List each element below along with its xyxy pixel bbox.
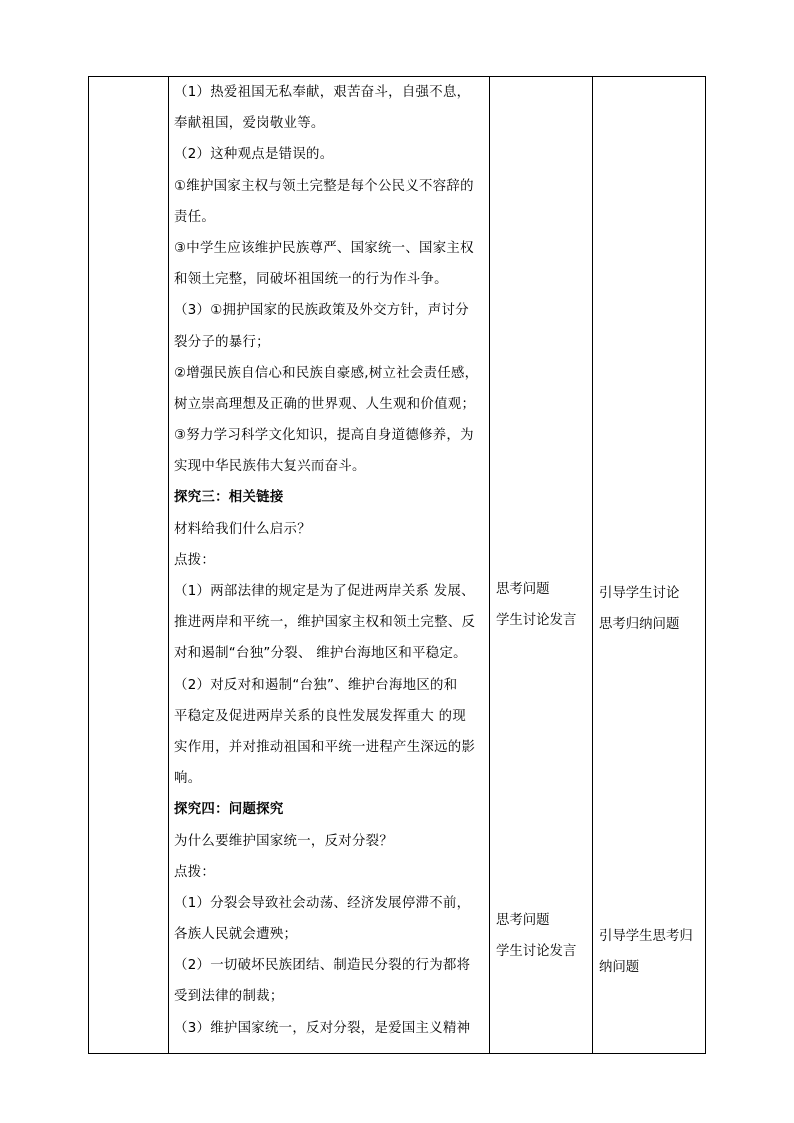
student-activity-line: 学生讨论发言 (496, 613, 577, 628)
teacher-activity-line: 引导学生讨论 (599, 586, 680, 601)
content-line: 受到法律的制裁； (174, 989, 284, 1005)
content-line: （1）两部法律的规定是为了促进两岸关系 发展、 (174, 584, 475, 599)
teacher-activity-cell-1 (599, 578, 679, 640)
content-line: 点拨： (174, 864, 216, 880)
content-line: 对和遏制“台独”分裂、 维护台海地区和平稳定。 (174, 646, 467, 662)
content-line: 实作用，并对推动祖国和平统一进程产生深远的影 (174, 739, 476, 755)
content-line: （2）对反对和遏制“台独”、维护台海地区的和 (174, 677, 458, 693)
student-activity-line: 学生讨论发言 (496, 944, 577, 959)
column-divider-3 (592, 77, 593, 1053)
content-line: （1）热爱祖国无私奉献，艰苦奋斗，自强不息， (174, 85, 471, 100)
teacher-activity-cell-2 (599, 921, 693, 983)
content-line: 责任。 (174, 209, 216, 225)
lesson-plan-table (88, 76, 706, 1054)
content-line: 点拨： (174, 552, 216, 568)
column-divider-2 (489, 77, 490, 1053)
section-heading: 探究三：相关链接 (174, 490, 284, 506)
content-line: 奉献祖国，爱岗敬业等。 (174, 116, 325, 132)
teaching-content-column (169, 77, 489, 1044)
student-activity-line: 思考问题 (496, 582, 550, 597)
content-line: 为什么要维护国家统一，反对分裂？ (174, 833, 394, 849)
content-line: 各族人民就会遭殃； (174, 927, 298, 943)
content-line: （3）①拥护国家的民族政策及外交方针，声讨分 (174, 303, 469, 319)
content-line: （3）维护国家统一，反对分裂，是爱国主义精神 (174, 1020, 471, 1036)
section-heading: 探究四：问题探究 (174, 802, 284, 818)
content-line: 裂分子的暴行； (174, 334, 270, 350)
content-line: 和领土完整，同破坏祖国统一的行为作斗争。 (174, 272, 448, 288)
student-activity-cell-2 (496, 905, 576, 967)
student-activity-line: 思考问题 (496, 913, 550, 928)
teacher-activity-line: 纳问题 (599, 960, 640, 975)
content-line: （1）分裂会导致社会动荡、经济发展停滞不前， (174, 895, 471, 911)
student-activity-cell-1 (496, 574, 576, 636)
teacher-activity-line: 思考归纳问题 (599, 617, 680, 632)
content-line: ①维护国家主权与领土完整是每个公民义不容辞的 (174, 178, 474, 194)
content-line: ③努力学习科学文化知识，提高自身道德修养，为 (174, 428, 474, 444)
content-line: 响。 (174, 771, 202, 787)
content-line: ②增强民族自信心和民族自豪感,树立社会责任感， (174, 365, 479, 381)
content-line: （2）这种观点是错误的。 (174, 147, 334, 163)
content-line: （2）一切破坏民族团结、制造民分裂的行为都将 (174, 958, 471, 974)
content-lines (174, 77, 489, 1044)
teacher-activity-line: 引导学生思考归 (599, 929, 693, 944)
content-line: ③中学生应该维护民族尊严、国家统一、国家主权 (174, 240, 474, 256)
content-line: 平稳定及促进两岸关系的良性发展发挥重大 的现 (174, 708, 467, 724)
content-line: 材料给我们什么启示？ (174, 521, 311, 537)
content-line: 推进两岸和平统一，维护国家主权和领土完整、反 (174, 615, 476, 631)
content-line: 实现中华民族伟大复兴而奋斗。 (174, 459, 366, 475)
content-line: 树立崇高理想及正确的世界观、人生观和价值观； (174, 396, 476, 412)
